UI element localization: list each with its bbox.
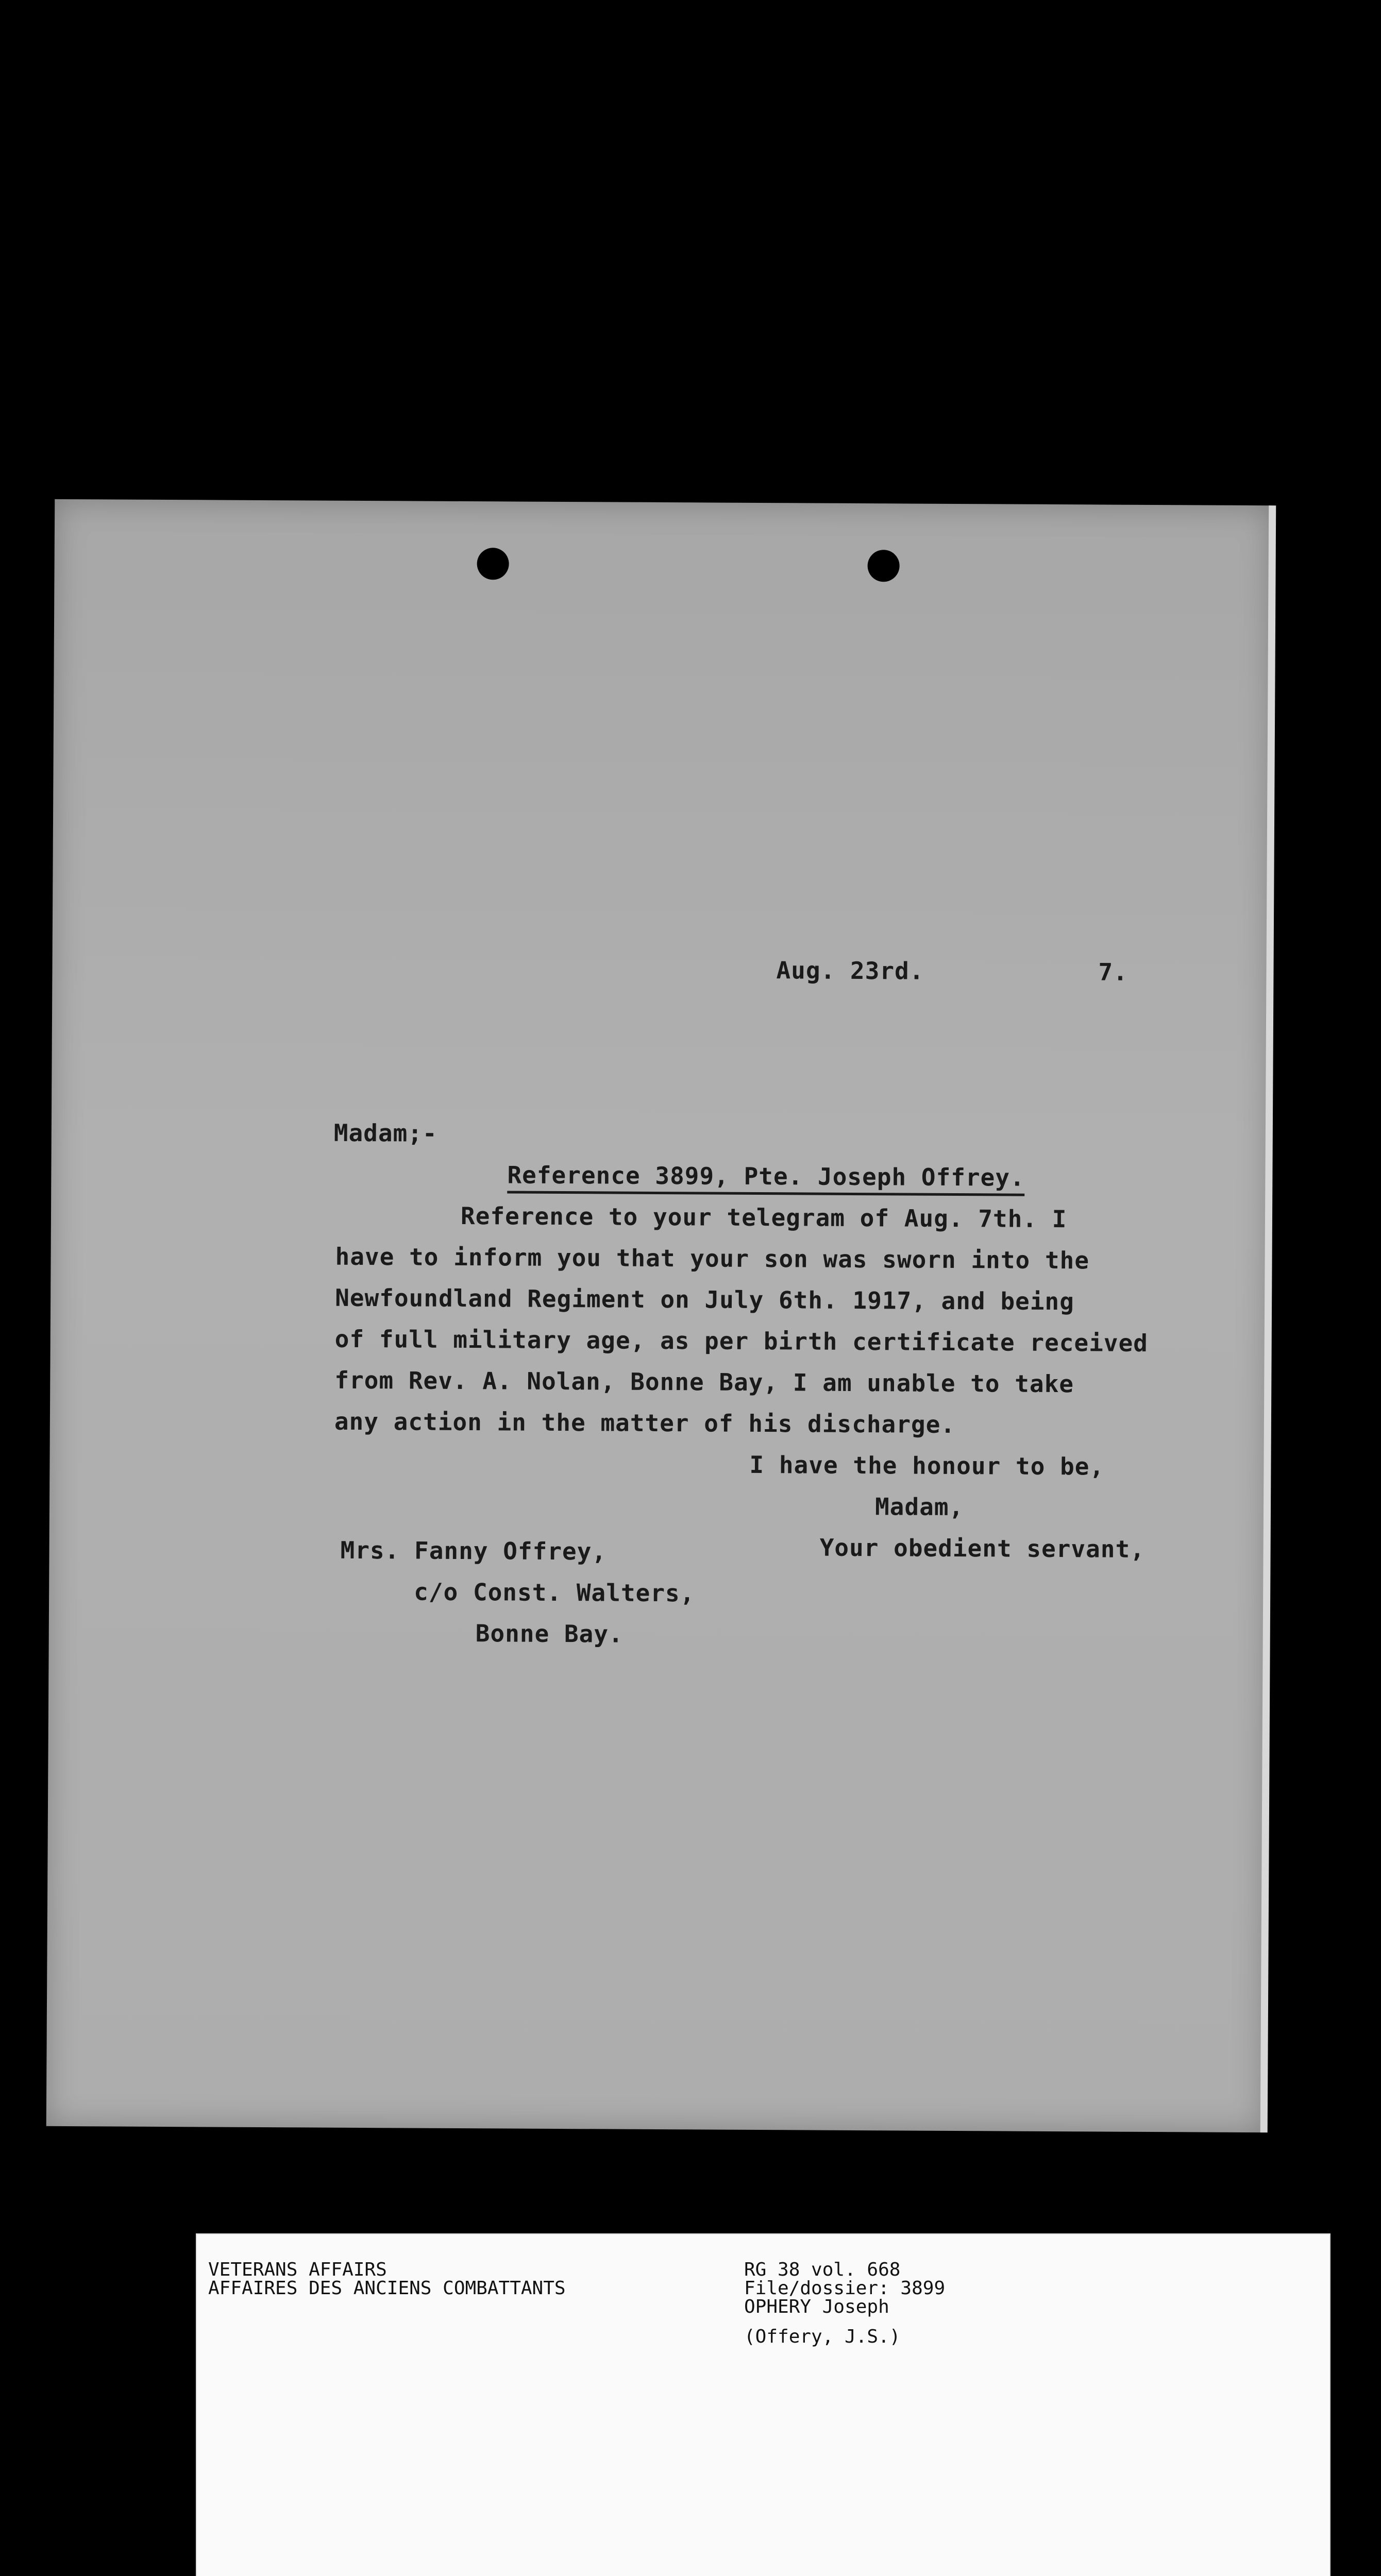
body-line: Newfoundland Regiment on July 6th. 1917, and being <box>335 1283 1075 1316</box>
recipient-line: Mrs. Fanny Offrey, <box>340 1536 607 1566</box>
subject-alias: (Offery, J.S.) <box>744 2326 901 2347</box>
punch-hole-right <box>867 550 899 582</box>
page-edge <box>1260 505 1276 2132</box>
body-line: from Rev. A. Nolan, Bonne Bay, I am unable to take <box>334 1366 1074 1398</box>
punch-hole-left <box>477 548 509 580</box>
letter-page <box>46 499 1272 2132</box>
department-english: VETERANS AFFAIRS <box>208 2259 387 2280</box>
archive-label <box>196 2233 1331 2576</box>
closing-line: Madam, <box>874 1493 964 1521</box>
subject-name: OPHERY Joseph <box>744 2296 889 2317</box>
salutation: Madam;- <box>333 1118 437 1147</box>
reference-subject: Reference 3899, Pte. Joseph Offrey. <box>507 1161 1025 1196</box>
body-line: Reference to your telegram of Aug. 7th. I <box>460 1201 1067 1233</box>
letter-date: Aug. 23rd. <box>776 956 924 985</box>
recipient-line: c/o Const. Walters, <box>414 1578 695 1607</box>
record-group-reference: RG 38 vol. 668 <box>744 2259 901 2280</box>
department-french: AFFAIRES DES ANCIENS COMBATTANTS <box>208 2278 566 2299</box>
body-line: of full military age, as per birth certificate received <box>334 1325 1149 1357</box>
body-line: any action in the matter of his discharge. <box>334 1407 956 1439</box>
page-number: 7. <box>1098 958 1129 986</box>
closing-line: Your obedient servant, <box>819 1533 1146 1563</box>
recipient-line: Bonne Bay. <box>475 1619 624 1648</box>
closing-line: I have the honour to be, <box>749 1450 1105 1481</box>
body-line: have to inform you that your son was sworn into the <box>335 1242 1090 1275</box>
file-number: File/dossier: 3899 <box>744 2278 946 2299</box>
